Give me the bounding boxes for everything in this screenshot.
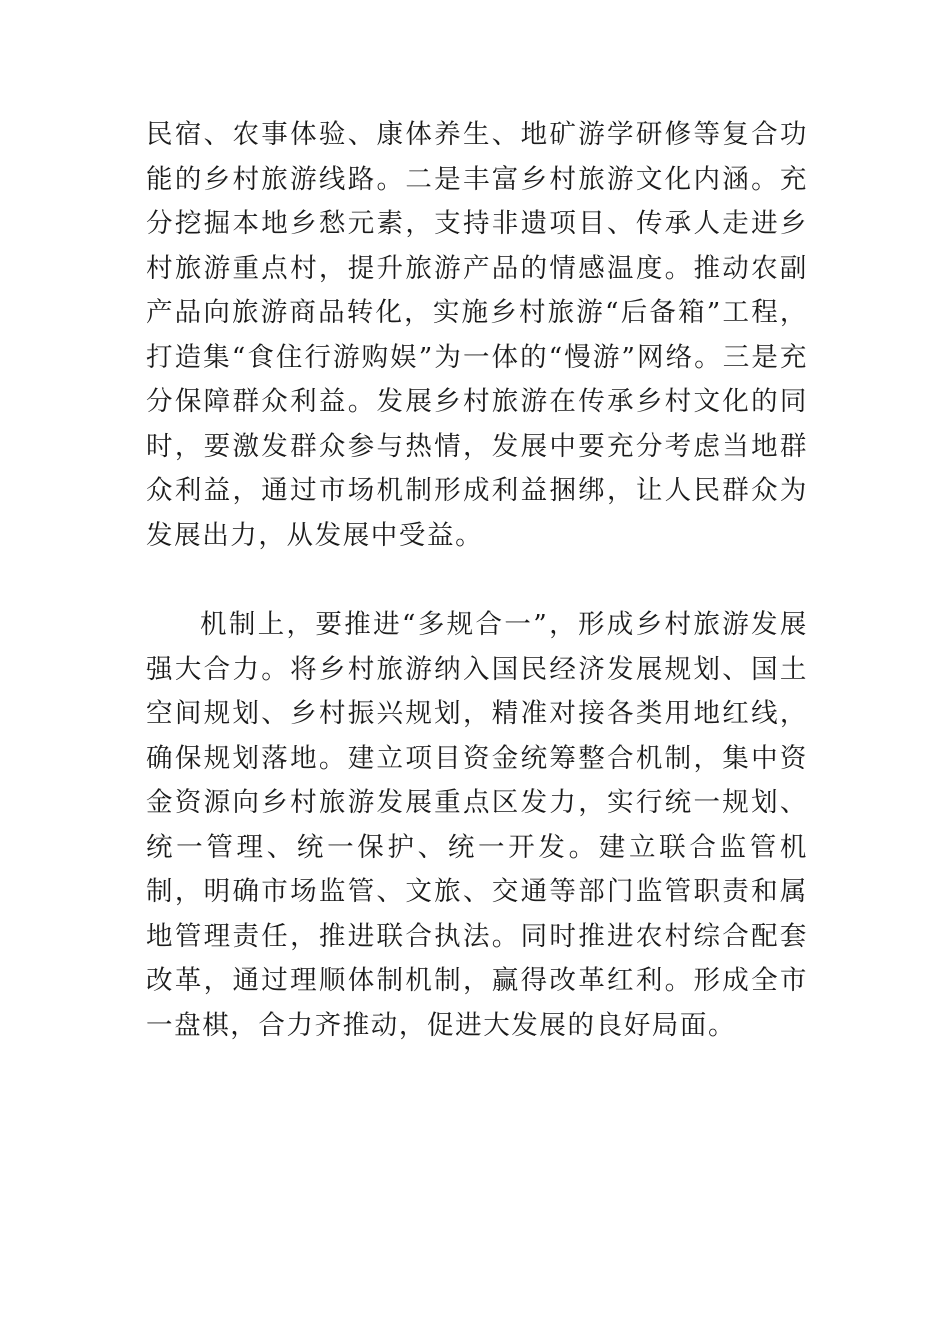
body-paragraph-1: 民宿、农事体验、康体养生、地矿游学研修等复合功能的乡村旅游线路。二是丰富乡村旅游文化内涵。充分挖掘本地乡愁元素，支持非遗项目、传承人走进乡村旅游重点村，提升旅游产品的情感温度。推动农副产品向旅游商品转化，实施乡村旅游“后备箱”工程，打造集“食住行游购娱”为一体的“慢游”网络。三是充分保障群众利益。发展乡村旅游在传承乡村文化的同时，要激发群众参与热情，发展中要充分考虑当地群众利益，通过市场机制形成利益捆绑，让人民群众为发展出力，从发展中受益。 [146,119,808,551]
body-paragraph-2: 机制上，要推进“多规合一”，形成乡村旅游发展强大合力。将乡村旅游纳入国民经济发展规划、国土空间规划、乡村振兴规划，精准对接各类用地红线，确保规划落地。建立项目资金统筹整合机制，集中资金资源向乡村旅游发展重点区发力，实行统一规划、统一管理、统一保护、统一开发。建立联合监管机制，明确市场监管、文旅、交通等部门监管职责和属地管理责任，推进联合执法。同时推进农村综合配套改革，通过理顺体制机制，赢得改革红利。形成全市一盘棋，合力齐推动，促进大发展的良好局面。 [146,609,808,1041]
